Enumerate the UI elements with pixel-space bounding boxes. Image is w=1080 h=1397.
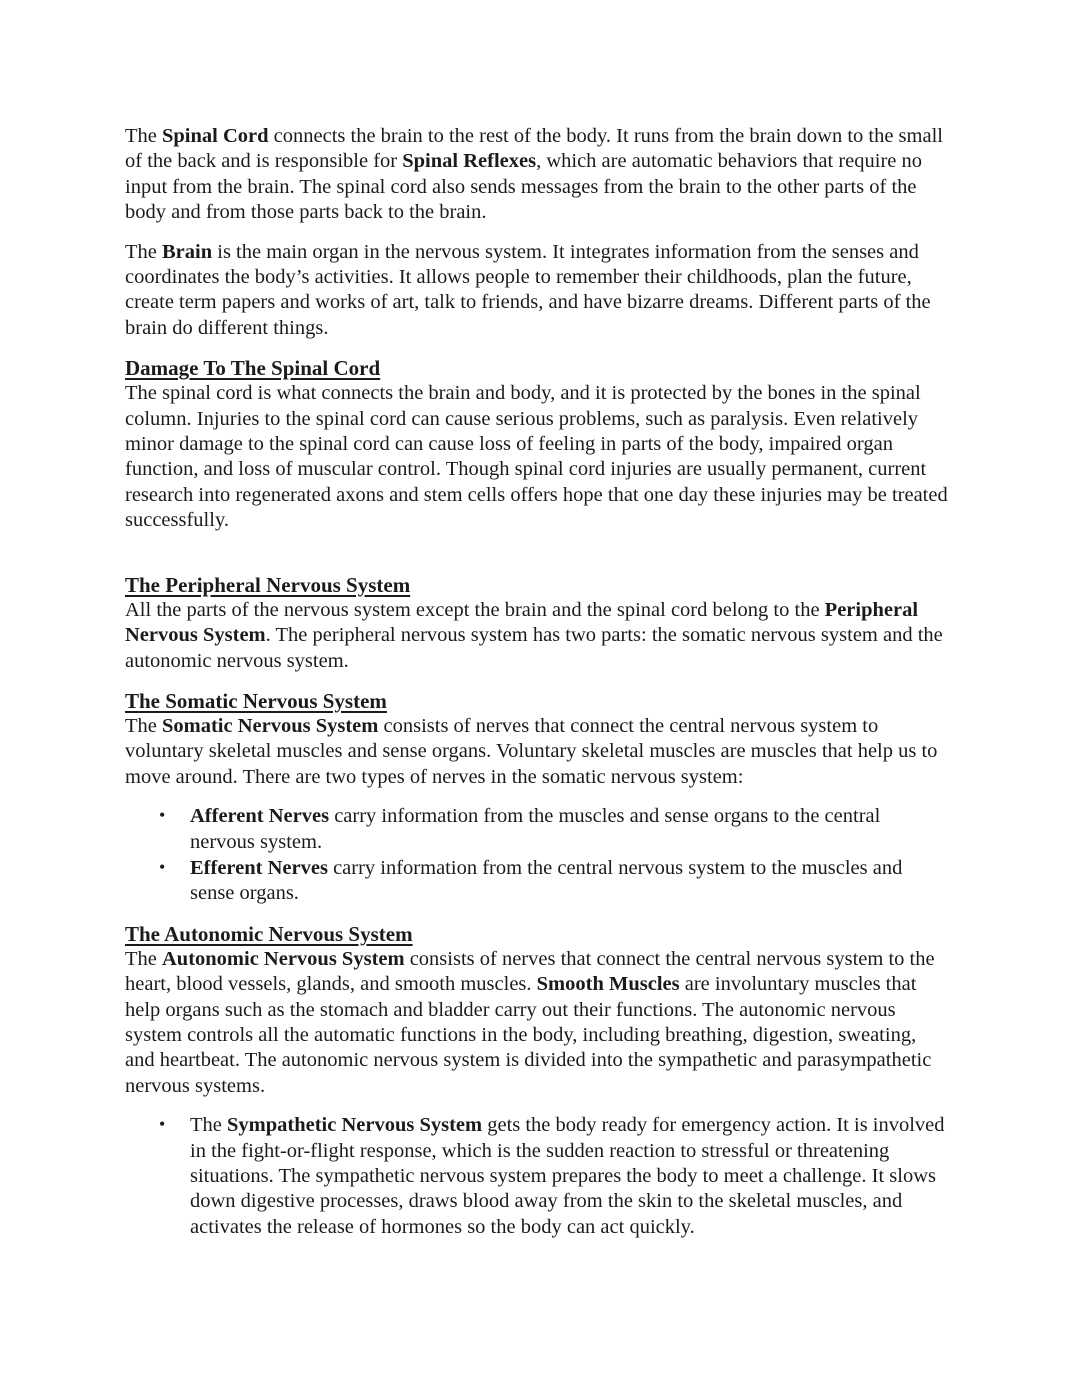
text-run: , which are automatic behaviors that require no input from the brain. The spinal cord also sends messages from the brain to the other parts of the body and from those parts back to the brain.: [125, 150, 923, 224]
paragraph: [125, 598, 949, 674]
section-heading: The Peripheral Nervous System: [125, 572, 411, 597]
text-run: consists of nerves that connect the central nervous system to voluntary skeletal muscles and sense organs. Voluntary skeletal muscles are muscles that help us to move around. There are two types of nerves in the somatic nervous system:: [125, 714, 938, 788]
paragraph: [125, 240, 949, 342]
text-run: are involuntary muscles that help organs such as the stomach and bladder carry out their functions. The autonomic nervous system controls all the automatic functions in the body, including breathing, digestion, sweating, and heartbeat. The autonomic nervous system is divided into the sympathetic and parasympathetic nervous systems.: [125, 973, 932, 1097]
section-heading: The Somatic Nervous System: [125, 688, 387, 713]
list-item: [159, 804, 949, 855]
text-run: consists of nerves that connect the central nervous system to the heart, blood vessels, glands, and smooth muscles.: [125, 947, 935, 996]
bold-text-run: Efferent Nerves: [190, 856, 328, 879]
paragraph: [125, 124, 949, 226]
text-run: carry information from the muscles and sense organs to the central nervous system.: [190, 805, 881, 853]
bullet-list: [125, 1113, 949, 1240]
text-run: connects the brain to the rest of the body. It runs from the brain down to the small of the back and is responsible for: [125, 125, 943, 173]
text-run: is the main organ in the nervous system. It integrates information from the senses and coordinates the body’s activities. It allows people to remember their childhoods, plan the future, create term papers and works of art, talk to friends, and have bizarre dreams. Different parts of the brain do different things.: [125, 240, 931, 339]
bullet-marker-icon: •: [159, 1114, 166, 1135]
bold-text-run: Peripheral Nervous System: [125, 598, 919, 647]
text-run: All the parts of the nervous system except the brain and the spinal cord belong to the: [125, 598, 825, 621]
section-heading: The Autonomic Nervous System: [125, 921, 413, 946]
text-run: . The peripheral nervous system has two parts: the somatic nervous system and the autonomic nervous system.: [125, 624, 943, 672]
text-run: The: [125, 240, 162, 263]
paragraph: [125, 947, 949, 1099]
text-run: carry information from the central nervous system to the muscles and sense organs.: [190, 856, 903, 905]
paragraph: [125, 714, 949, 790]
bullet-list: [125, 804, 949, 907]
section-heading: Damage To The Spinal Cord: [125, 356, 381, 381]
text-run: The spinal cord is what connects the brain and body, and it is protected by the bones in the spinal column. Injuries to the spinal cord can cause serious problems, such as paralysis. Even relatively minor damage to the spinal cord can cause loss of feeling in parts of the body, impaired organ function, and loss of muscular control. Though spinal cord injuries are usually permanent, current research into regenerated axons and stem cells offers hope that one day these injuries may be treated successfully.: [125, 382, 948, 532]
document-content: [125, 124, 949, 1254]
bold-text-run: Sympathetic Nervous System: [227, 1114, 483, 1137]
bold-text-run: Smooth Muscles: [536, 973, 680, 996]
text-run: gets the body ready for emergency action. It is involved in the fight-or-flight response, which is the sudden reaction to stressful or threatening situations. The sympathetic nervous system prepares the body to meet a challenge. It slows down digestive processes, draws blood away from the skin to the skeletal muscles, and activates the release of hormones so the body can act quickly.: [190, 1114, 945, 1238]
vertical-spacer: [125, 548, 949, 572]
bold-text-run: Spinal Cord: [162, 125, 269, 147]
bullet-marker-icon: •: [159, 856, 166, 877]
bullet-marker-icon: •: [159, 805, 166, 826]
text-run: The: [125, 714, 162, 737]
bold-text-run: Autonomic Nervous System: [162, 947, 405, 970]
text-run: The: [190, 1114, 227, 1137]
bold-text-run: Spinal Reflexes: [402, 150, 537, 173]
bold-text-run: Afferent Nerves: [190, 805, 330, 828]
text-run: The: [125, 125, 162, 147]
list-item: [159, 856, 949, 907]
text-run: The: [125, 947, 162, 970]
paragraph: [125, 381, 949, 533]
bold-text-run: Brain: [162, 240, 213, 263]
bold-text-run: Somatic Nervous System: [162, 714, 379, 737]
list-item: [159, 1113, 949, 1240]
